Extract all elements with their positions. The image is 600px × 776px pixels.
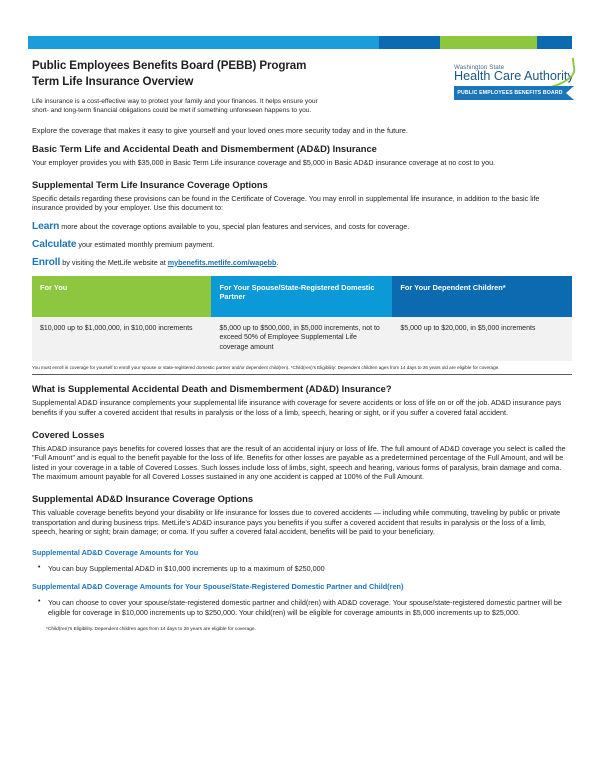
list-addd-amounts-for-you: [32, 564, 572, 574]
action-calculate-word: Calculate: [32, 238, 77, 250]
paragraph-supplemental-addd-options: This valuable coverage benefits beyond your disability or life insurance for losses due to covered accidents — including while commuting, traveling by public or private transportation and during business trips. MetLife's AD&D insurance pays you benefits if you suffer a covered accident that results in paralysis or the loss of a limb, speech, hearing or sight; brain damage; or coma. If you suffer a covered fatal accident, benefits will be paid to your beneficiary.: [32, 507, 561, 537]
color-bar-segment-green: [440, 36, 537, 49]
heading-addd-amounts-for-family: Supplemental AD&D Coverage Amounts for Your Spouse/State-Registered Domestic Partner and Child(ren): [32, 582, 404, 592]
heading-addd-amounts-for-you: Supplemental AD&D Coverage Amounts for You: [32, 547, 199, 557]
heading-what-is-addd: What is Supplemental Accidental Death and Dismemberment (AD&D) Insurance?: [32, 383, 392, 395]
table-footnote: You must enroll in coverage for yourself to enroll your spouse or state-registered domestic partner and/or dependent child(ren). *Child(ren)'s Eligibility: Dependent children ages from 14 days to 26 years old are eligible for coverage.: [32, 365, 500, 370]
action-calculate: [32, 240, 572, 250]
section-divider: [32, 374, 572, 375]
table-header-for-spouse: For Your Spouse/State-Registered Domestic Partner: [211, 276, 392, 317]
color-bar-segment-light-blue: [28, 36, 379, 49]
action-enroll-word: Enroll: [32, 256, 61, 268]
logo-state-text: Washington State: [454, 64, 505, 71]
hca-logo: [452, 64, 574, 114]
action-enroll-text-post: .: [276, 257, 279, 267]
table-cell-for-spouse: $5,000 up to $500,000, in $5,000 increments, not to exceed 50% of Employee Supplemental Life coverage amount: [211, 317, 392, 361]
color-bar-segment-dark-blue-2: [537, 36, 572, 49]
list-addd-amounts-for-family: [32, 598, 572, 617]
heading-basic-term-life: Basic Term Life and Accidental Death and Dismemberment (AD&D) Insurance: [32, 143, 377, 154]
table-header-for-you: For You: [32, 276, 211, 317]
heading-covered-losses: Covered Losses: [32, 428, 105, 440]
logo-ribbon-text: PUBLIC EMPLOYEES BENEFITS BOARD: [457, 90, 563, 96]
action-learn-word: Learn: [32, 220, 60, 232]
page-title-line2: Term Life Insurance Overview: [32, 74, 194, 88]
logo-agency-text: Health Care Authority: [454, 69, 574, 83]
table-cell-for-children: $5,000 up to $20,000, in $5,000 increments: [392, 317, 572, 361]
paragraph-supplemental-term-life: Specific details regarding these provisions can be found in the Certificate of Coverage. You may enroll in supplemental life insurance, in addition to the basic life insurance provided by your employer. Use this document to:: [32, 193, 540, 213]
children-eligibility-footnote: *Child(ren)'s Eligibility. Dependent children ages from 14 days to 26 years are eligible for coverage.: [46, 626, 256, 632]
header-color-bar: [28, 36, 572, 49]
table-row: [32, 317, 572, 361]
document-body: [32, 143, 572, 633]
action-learn: [32, 222, 572, 232]
metlife-website-link[interactable]: mybenefits.metlife.com/wapebb: [167, 257, 277, 267]
heading-supplemental-addd-options: Supplemental AD&D Insurance Coverage Options: [32, 492, 254, 504]
intro-lead-text: Explore the coverage that makes it easy to give yourself and your loved ones more security today and in the future.: [32, 125, 408, 135]
page-title-line1: Public Employees Benefits Board (PEBB) Program: [32, 59, 307, 72]
table-cell-for-you: $10,000 up to $1,000,000, in $10,000 increments: [32, 317, 211, 361]
logo-ribbon: [454, 86, 566, 100]
page-title: [32, 58, 447, 89]
paragraph-what-is-addd: Supplemental AD&D insurance complements your supplemental life insurance with coverage for severe accidents or loss of life on or off the job. AD&D insurance pays benefits if you suffer a covered accident that results in paralysis or the loss of a limb, speech, hearing or sight, or if you suffer a covered fatal accident.: [32, 398, 562, 417]
coverage-amounts-table: [32, 276, 572, 361]
heading-supplemental-term-life: Supplemental Term Life Insurance Coverage Options: [32, 178, 268, 190]
color-bar-segment-dark-blue: [379, 36, 440, 49]
action-enroll-text-pre: by visiting the MetLife website at: [60, 257, 168, 267]
action-enroll: [32, 258, 572, 268]
table-header-row: [32, 276, 572, 317]
list-item: • You can buy Supplemental AD&D in $10,000 increments up to a maximum of $250,000: [48, 564, 572, 574]
paragraph-basic-term-life: Your employer provides you with $35,000 in Basic Term Life insurance coverage and $5,000 in Basic AD&D insurance coverage at no cost to you.: [32, 158, 496, 167]
title-block: [32, 58, 447, 136]
table-header-for-children: For Your Dependent Children*: [392, 276, 572, 317]
action-calculate-text: your estimated monthly premium payment.: [76, 239, 215, 249]
intro-small-text: Life insurance is a cost-effective way to protect your family and your finances. It helps ensure your short- and long-term financial obligations could be met if something unforeseen happens to you.: [32, 98, 318, 115]
list-item: • You can choose to cover your spouse/state-registered domestic partner and child(ren) with AD&D coverage. Your spouse/state-registered domestic partner will be eligible for coverage in $10,000 increments up to $250,000. Your child(ren) will be eligible for coverage amounts in $5,000 increments up to $25,000.: [48, 598, 572, 617]
action-learn-text: more about the coverage options available to you, special plan features and services, and costs for coverage.: [59, 221, 410, 231]
paragraph-covered-losses: This AD&D insurance pays benefits for covered losses that are the result of an accidental injury or loss of life. The full amount of AD&D coverage you select is called the "Full Amount" and is equal to the benefit payable for the loss of life. Benefits for other losses are payable as a predetermined percentage of the Full Amount, and will be listed in your coverage in a table of Covered Losses. Such losses include loss of limbs, sight, speech and hearing, various forms of paralysis, brain damage and coma. The maximum amount payable for all Covered Losses sustained in any one accident is capped at 100% of the Full Amount.: [32, 443, 566, 482]
